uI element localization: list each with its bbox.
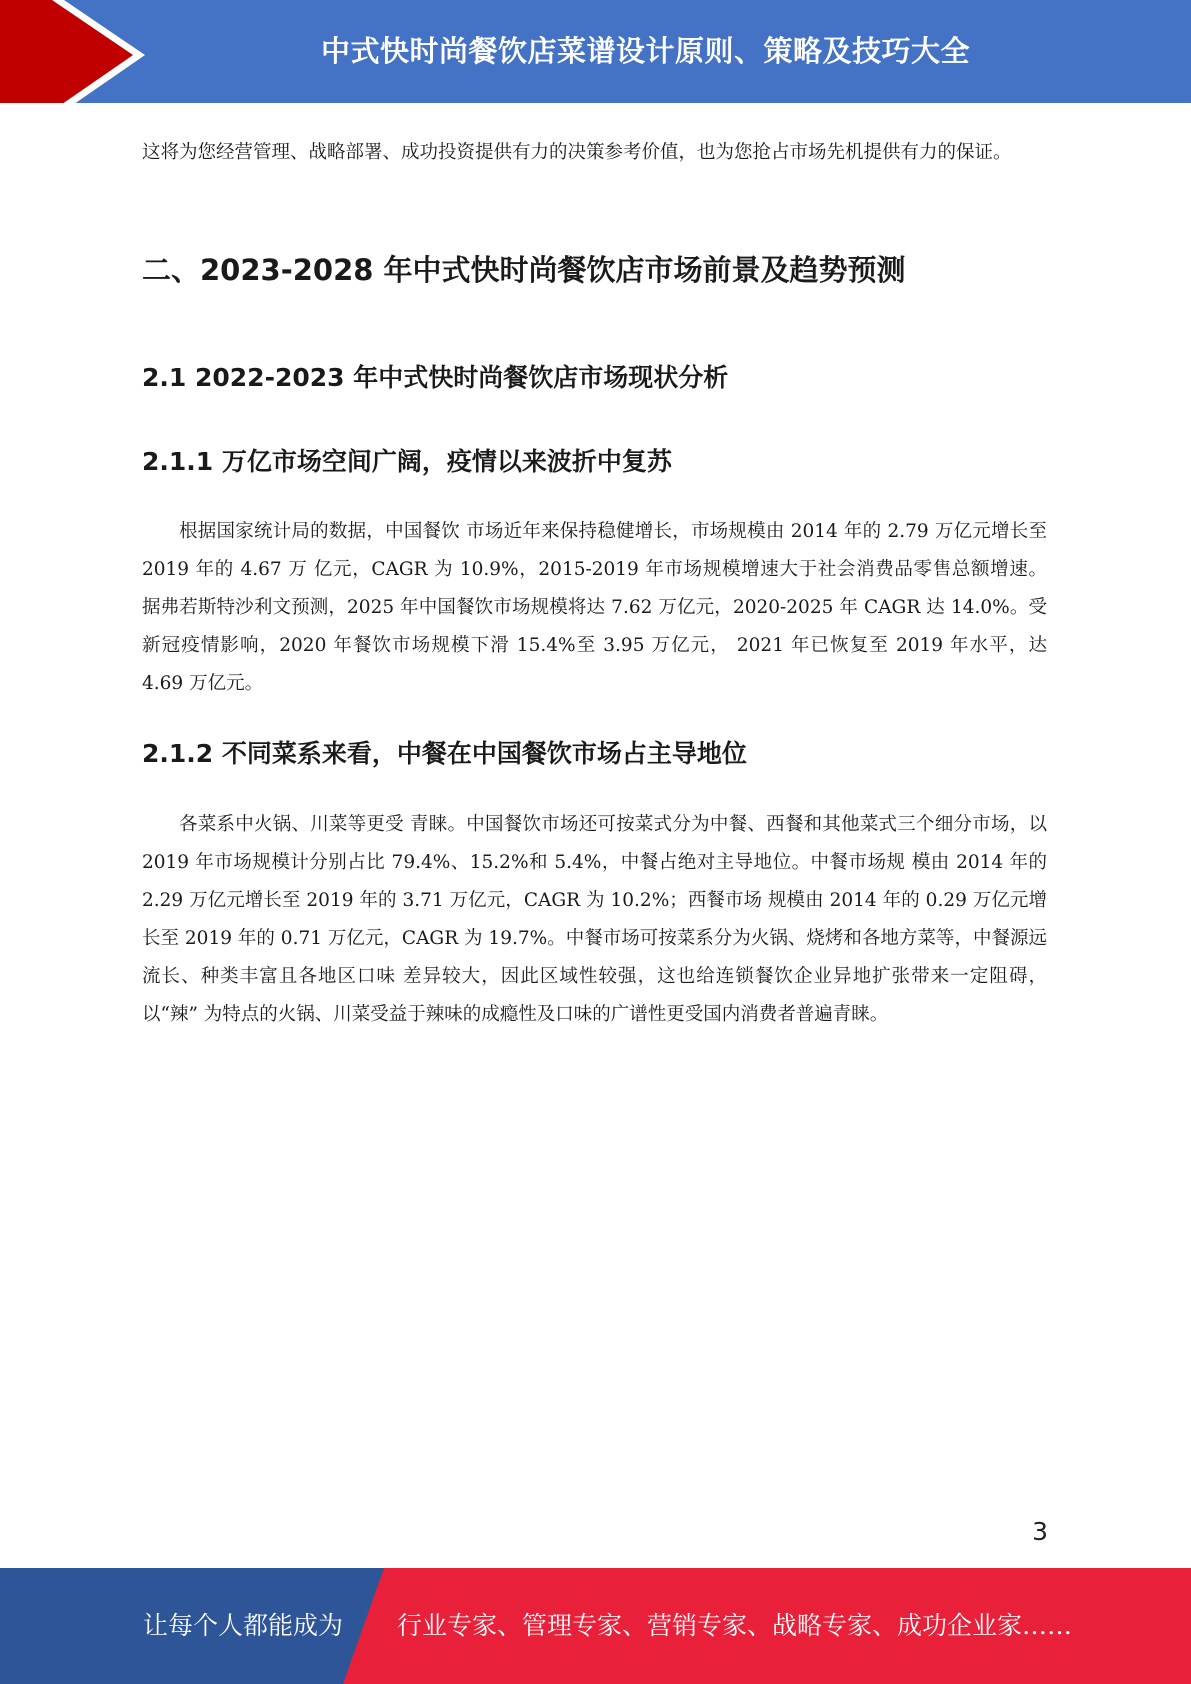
section-2-1-2-body	[142, 806, 1047, 1034]
section-2-heading: 二、2023-2028 年中式快时尚餐饮店市场前景及趋势预测	[142, 253, 906, 287]
footer-right-text: 行业专家、管理专家、营销专家、战略专家、成功企业家……	[397, 1611, 1073, 1640]
page-header	[0, 0, 1191, 111]
section-2-1-1-body	[142, 513, 1047, 703]
section-2-1-2-paragraph: 各菜系中火锅、川菜等更受 青睐。中国餐饮市场还可按菜式分为中餐、西餐和其他菜式三个细分市场，以 2019 年市场规模计分别占比 79.4%、15.2%和 5.4%，中餐占绝对主导地位。中餐市场规 模由 2014 年的 2.29 万亿元增长至 2019 年的 3.71 万亿元，CAGR 为 10.2%；西餐市场 规模由 2014 年的 0.29 万亿元增长至 2019 年的 0.71 万亿元，CAGR 为 19.7%。中餐市场可按菜系分为火锅、烧烤和各地方菜等，中餐源远流长、种类丰富且各地区口味 差异较大，因此区域性较强，这也给连锁餐饮企业异地扩张带来一定阻碍，以“辣” 为特点的火锅、川菜受益于辣味的成瘾性及口味的广谱性更受国内消费者普遍青睐。	[142, 814, 1047, 1025]
intro-paragraph: 这将为您经营管理、战略部署、成功投资提供有力的决策参考价值，也为您抢占市场先机提供有力的保证。	[142, 142, 1012, 163]
section-2-1-2-heading: 2.1.2 不同菜系来看，中餐在中国餐饮市场占主导地位	[142, 739, 747, 768]
intro-block	[142, 134, 1047, 172]
page-footer	[0, 1568, 1191, 1684]
footer-left-text: 让每个人都能成为	[143, 1611, 344, 1640]
section-2-1-heading: 2.1 2022-2023 年中式快时尚餐饮店市场现状分析	[142, 363, 729, 392]
page-number: 3	[1032, 1517, 1048, 1546]
section-2-1-1-paragraph: 根据国家统计局的数据，中国餐饮 市场近年来保持稳健增长，市场规模由 2014 年的 2.79 万亿元增长至 2019 年的 4.67 万 亿元，CAGR 为 10.9%，2015-2019 年市场规模增速大于社会消费品零售总额增速。 据弗若斯特沙利文预测，2025 年中国餐饮市场规模将达 7.62 万亿元，2020-2025 年 CAGR 达 14.0%。受新冠疫情影响，2020 年餐饮市场规模下滑 15.4%至 3.95 万亿元， 2021 年已恢复至 2019 年水平，达 4.69 万亿元。	[142, 521, 1047, 694]
header-title: 中式快时尚餐饮店菜谱设计原则、策略及技巧大全	[320, 34, 970, 68]
section-2-1-1-heading: 2.1.1 万亿市场空间广阔，疫情以来波折中复苏	[142, 447, 672, 476]
